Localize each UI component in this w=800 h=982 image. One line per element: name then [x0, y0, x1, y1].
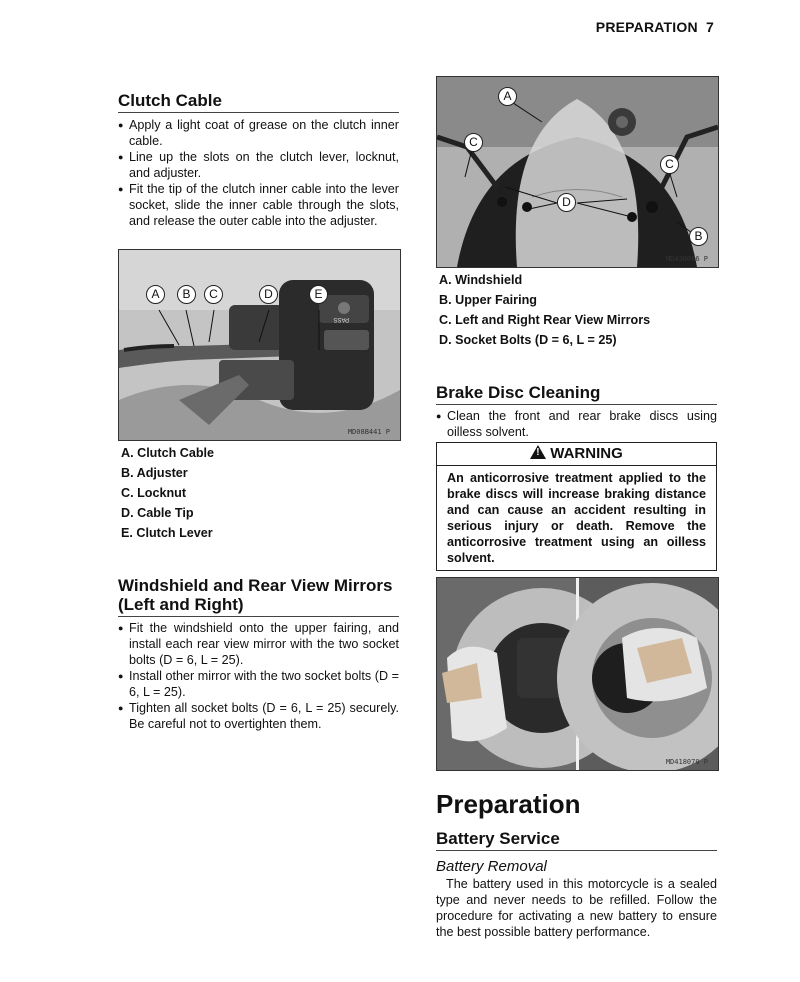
page-number: 7 — [706, 19, 714, 35]
clutch-cable-legend — [121, 443, 214, 543]
clutch-lever-illustration — [119, 250, 400, 440]
warning-triangle-icon — [530, 445, 546, 459]
clutch-cable-steps — [118, 117, 399, 229]
legend-item: C. Left and Right Rear View Mirrors — [439, 313, 651, 327]
windshield-heading — [118, 576, 399, 617]
list-item: ● Install other mirror with the two socket bolts (D = 6, L = 25). — [118, 668, 399, 700]
page-header — [596, 19, 714, 35]
windshield-legend — [439, 270, 650, 350]
brake-disc-photo — [436, 577, 719, 771]
legend-item: D. Socket Bolts (D = 6, L = 25) — [439, 333, 617, 347]
legend-item: A. Windshield — [439, 273, 523, 287]
warning-box — [436, 442, 717, 571]
callout-a: A — [498, 87, 517, 106]
callout-d: D — [259, 285, 278, 304]
clutch-cable-heading: Clutch Cable — [118, 91, 399, 113]
clutch-cable-photo — [118, 249, 401, 441]
windshield-photo — [436, 76, 719, 268]
list-item: ● Clean the front and rear brake discs using oilless solvent. — [436, 408, 717, 440]
windshield-illustration — [437, 77, 718, 267]
photo-code: MD08B441 P — [347, 428, 390, 436]
warning-text: An anticorrosive treatment applied to the brake discs will increase braking distance and can cause an accident resulting in serious injury or death. Remove the anticorrosive treatment using an oilless solvent. — [447, 471, 706, 565]
preparation-title: Preparation — [436, 789, 581, 819]
legend-item: D. Cable Tip — [121, 506, 194, 520]
list-item: ● Apply a light coat of grease on the clutch inner cable. — [118, 117, 399, 149]
photo-code: MD43B086 P — [665, 255, 708, 263]
callout-c-right: C — [660, 155, 679, 174]
brake-disc-illustration — [437, 578, 718, 770]
list-item: ● Fit the windshield onto the upper fairing, and install each rear view mirror with the two socket bolts (D = 6, L = 25). — [118, 620, 399, 668]
legend-item: A. Clutch Cable — [121, 446, 215, 460]
running-head: PREPARATION — [595, 19, 698, 35]
pass-switch-label: PASS — [333, 316, 349, 322]
list-item: ● Line up the slots on the clutch lever, locknut, and adjuster. — [118, 149, 399, 181]
legend-item: C. Locknut — [121, 486, 187, 500]
callout-b: B — [177, 285, 196, 304]
callout-e: E — [309, 285, 328, 304]
battery-paragraph: The battery used in this motorcycle is a sealed type and never needs to be refilled. Follow the procedure for activating a new battery to ensure the best possible battery performance. — [436, 877, 717, 939]
warning-label: WARNING — [550, 445, 623, 462]
legend-item: B. Adjuster — [121, 466, 188, 480]
legend-item: E. Clutch Lever — [121, 526, 213, 540]
windshield-heading-line1: Windshield and Rear View Mirrors — [118, 576, 393, 595]
callout-d: D — [557, 193, 576, 212]
brake-disc-heading: Brake Disc Cleaning — [436, 383, 717, 405]
windshield-heading-line2: (Left and Right) — [118, 595, 244, 614]
callout-c: C — [204, 285, 223, 304]
callout-c-left: C — [464, 133, 483, 152]
warning-title — [437, 443, 716, 466]
battery-service-heading: Battery Service — [436, 829, 717, 851]
list-item: ● Tighten all socket bolts (D = 6, L = 25) securely. Be careful not to overtighten them. — [118, 700, 399, 732]
callout-a: A — [146, 285, 165, 304]
photo-code: MD418070 P — [665, 758, 708, 766]
windshield-steps — [118, 620, 399, 732]
callout-b: B — [689, 227, 708, 246]
battery-removal-subheading: Battery Removal — [436, 858, 547, 875]
list-item: ● Fit the tip of the clutch inner cable into the lever socket, slide the inner cable through the slots, and release the outer cable into the adjuster. — [118, 181, 399, 229]
legend-item: B. Upper Fairing — [439, 293, 537, 307]
brake-disc-steps — [436, 408, 717, 440]
